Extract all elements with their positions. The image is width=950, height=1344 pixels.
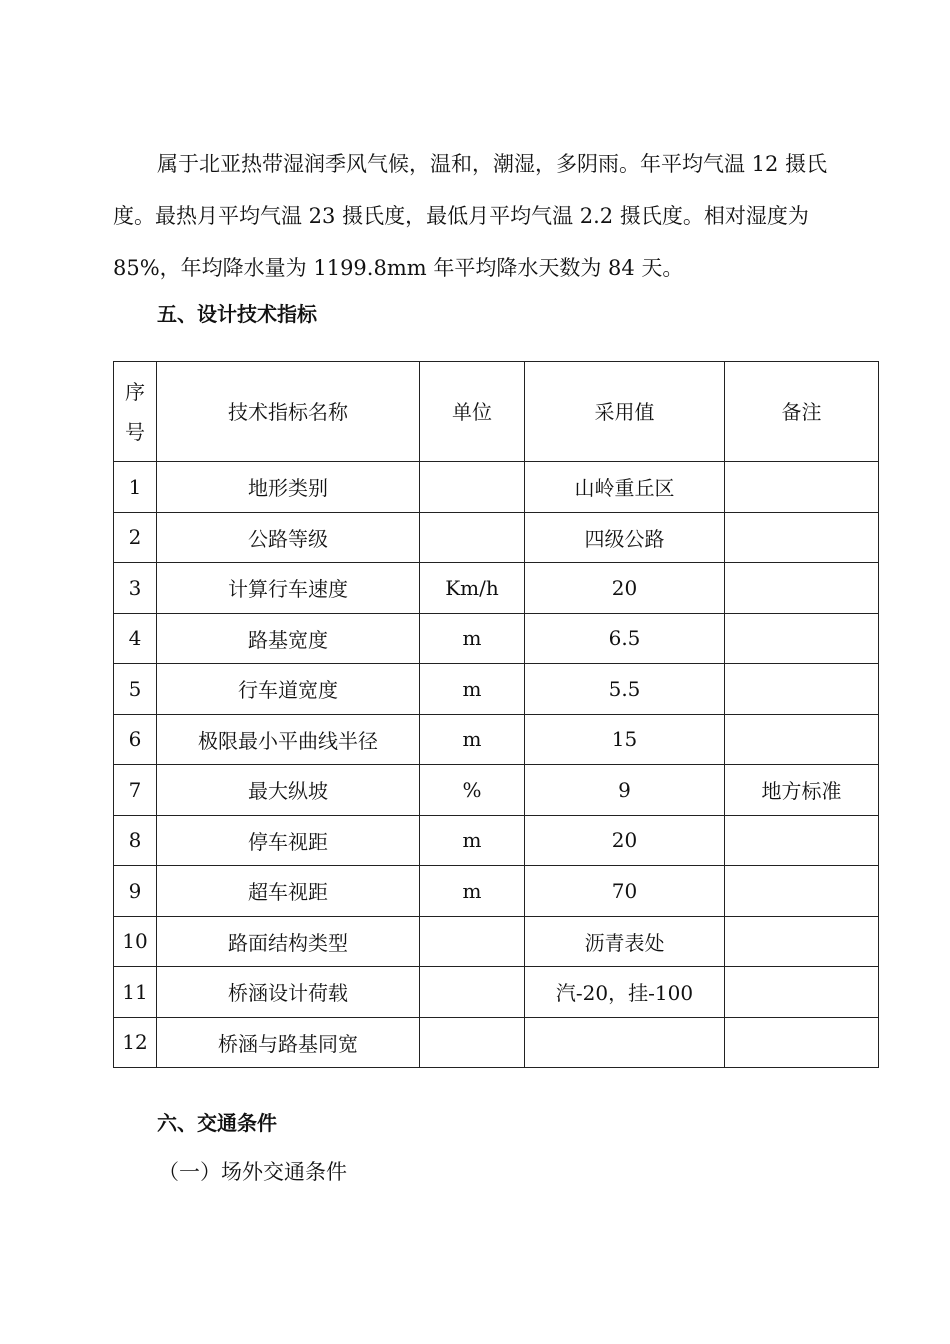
header-index: 序 号 (114, 362, 157, 462)
table-row (114, 1017, 879, 1068)
table-row (114, 714, 879, 765)
cell-index: 4 (114, 613, 157, 664)
cell-name: 极限最小平曲线半径 (157, 714, 420, 765)
table-row (114, 512, 879, 563)
table-row (114, 664, 879, 715)
cell-value: 20 (525, 815, 725, 866)
cell-unit (420, 1017, 525, 1068)
header-value: 采用值 (525, 362, 725, 462)
cell-index: 2 (114, 512, 157, 563)
cell-index: 8 (114, 815, 157, 866)
table-row (114, 563, 879, 614)
cell-note (725, 512, 879, 563)
header-name: 技术指标名称 (157, 362, 420, 462)
cell-value: 四级公路 (525, 512, 725, 563)
cell-name: 超车视距 (157, 866, 420, 917)
table-row (114, 866, 879, 917)
cell-unit: Km/h (420, 563, 525, 614)
cell-index: 10 (114, 916, 157, 967)
cell-index: 11 (114, 967, 157, 1018)
cell-index: 5 (114, 664, 157, 715)
cell-note (725, 967, 879, 1018)
cell-unit: m (420, 815, 525, 866)
cell-value: 20 (525, 563, 725, 614)
section-heading-traffic-conditions: 六、交通条件 (157, 1111, 277, 1135)
climate-paragraph (113, 138, 865, 294)
cell-unit (420, 916, 525, 967)
cell-name: 计算行车速度 (157, 563, 420, 614)
paragraph-line: 属于北亚热带湿润季风气候，温和，潮湿，多阴雨。年平均气温 12 摄氏 (157, 152, 828, 176)
cell-value: 15 (525, 714, 725, 765)
table-row (114, 916, 879, 967)
cell-value: 沥青表处 (525, 916, 725, 967)
cell-unit: % (420, 765, 525, 816)
cell-note (725, 815, 879, 866)
cell-index: 6 (114, 714, 157, 765)
cell-unit: m (420, 613, 525, 664)
subsection-heading-external-traffic: （一）场外交通条件 (158, 1160, 347, 1184)
table-row (114, 765, 879, 816)
table-row (114, 967, 879, 1018)
section-heading-design-indicators: 五、设计技术指标 (157, 302, 317, 326)
cell-name: 路面结构类型 (157, 916, 420, 967)
cell-note: 地方标准 (725, 765, 879, 816)
cell-note (725, 866, 879, 917)
table-row (114, 815, 879, 866)
cell-name: 最大纵坡 (157, 765, 420, 816)
cell-unit (420, 512, 525, 563)
cell-note (725, 563, 879, 614)
paragraph-line: 85%，年均降水量为 1199.8mm 年平均降水天数为 84 天。 (113, 256, 684, 280)
cell-index: 7 (114, 765, 157, 816)
cell-unit (420, 967, 525, 1018)
cell-value: 9 (525, 765, 725, 816)
cell-name: 路基宽度 (157, 613, 420, 664)
cell-value: 6.5 (525, 613, 725, 664)
cell-unit: m (420, 664, 525, 715)
header-note: 备注 (725, 362, 879, 462)
cell-note (725, 714, 879, 765)
cell-value: 汽-20，挂-100 (525, 967, 725, 1018)
cell-value (525, 1017, 725, 1068)
paragraph-line: 度。最热月平均气温 23 摄氏度，最低月平均气温 2.2 摄氏度。相对湿度为 (113, 204, 809, 228)
cell-note (725, 462, 879, 513)
table-row (114, 462, 879, 513)
cell-name: 行车道宽度 (157, 664, 420, 715)
cell-name: 停车视距 (157, 815, 420, 866)
cell-unit: m (420, 714, 525, 765)
cell-note (725, 664, 879, 715)
cell-unit (420, 462, 525, 513)
cell-name: 公路等级 (157, 512, 420, 563)
cell-value: 5.5 (525, 664, 725, 715)
cell-note (725, 916, 879, 967)
cell-index: 3 (114, 563, 157, 614)
cell-name: 桥涵与路基同宽 (157, 1017, 420, 1068)
cell-index: 9 (114, 866, 157, 917)
cell-note (725, 1017, 879, 1068)
cell-value: 70 (525, 866, 725, 917)
cell-name: 地形类别 (157, 462, 420, 513)
cell-index: 1 (114, 462, 157, 513)
header-unit: 单位 (420, 362, 525, 462)
cell-name: 桥涵设计荷载 (157, 967, 420, 1018)
technical-indicators-table (113, 361, 879, 1068)
table-header-row (114, 362, 879, 462)
cell-value: 山岭重丘区 (525, 462, 725, 513)
cell-index: 12 (114, 1017, 157, 1068)
table-row (114, 613, 879, 664)
cell-unit: m (420, 866, 525, 917)
cell-note (725, 613, 879, 664)
